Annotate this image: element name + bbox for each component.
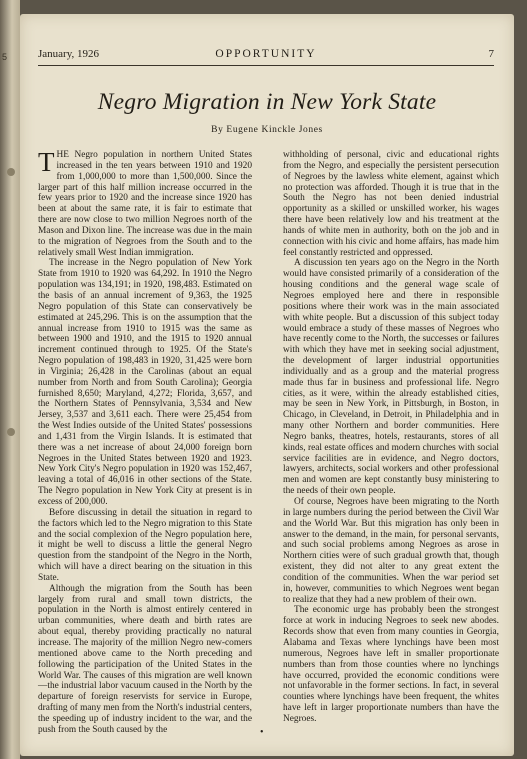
paragraph: withholding of personal, civic and educational rights from the Negro, and especially the persistent persecution of Negroes by the lawless white element, against which no protection was afforded. Though it is true that in the South the Negro has not been denied industrial opportunity as a skilled or unskilled worker, his wages there have been relatively low and his treatment at the hands of white men in authority, both on the job and in connection with his civic and home affairs, has made him feel constantly restricted and oppressed. xyxy=(283,150,499,258)
article-title: Negro Migration in New York State xyxy=(97,89,437,115)
article-byline: By Eugene Kinckle Jones xyxy=(211,125,323,135)
magazine-name: OPPORTUNITY xyxy=(215,48,317,60)
running-header xyxy=(38,48,494,64)
drop-cap: T xyxy=(38,147,55,177)
header-rule xyxy=(38,65,494,66)
paragraph: The economic urge has probably been the strongest force at work in inducing Negroes to seek new abodes. Records show that even from many counties in Georgia, Alabama and Texas where lynchings have been most numerous, Negroes have left in smaller proportionate numbers than from those counties where no lynchings have occurred, provided the economic conditions were not unfavorable in the former sections. In fact, in several counties where lynchings have been frequent, the whites have left in larger proportionate numbers than have the Negroes. xyxy=(283,605,499,724)
binding-hole xyxy=(7,428,15,436)
binding-hole xyxy=(7,168,15,176)
binding-edge xyxy=(0,0,20,759)
edge-mark: 5 xyxy=(2,52,8,62)
page-number: 7 xyxy=(488,48,494,60)
left-column xyxy=(38,147,252,736)
paragraph: THE Negro population in northern United States increased in the ten years between 1910 and 1920 from 1,000,000 to more than 1,500,000. Since the larger part of this half million increase occurred in the few years prior to 1920 and the increase since 1920 has been at about the same rate, it is fair to estimate that there are now close to two million Negroes north of the Mason and Dixon line. The increase was due in the main to the migration of Negroes from the South and to the relatively small West Indian immigration. xyxy=(38,147,252,258)
magazine-page xyxy=(20,14,514,756)
paragraph: A discussion ten years ago on the Negro in the North would have consisted primarily of a consideration of the housing conditions and the general wage scale of Negroes employed here and there in responsible positions where their work was in the main associated with white people. But a discussion of this subject today would embrace a study of these masses of Negroes who have recently come to the North, the successes or failures with which they have met in seeking social adjustment, the development of larger industrial opportunities individually and as a group and the material progress made thus far in business and professional life. Negro cities, as it were, within the already established cities, may be seen in New York, in Pittsburgh, in Boston, in Chicago, in Cleveland, in Detroit, in Philadelphia and in many other Northern and border communities. Here Negro banks, theatres, hotels, restaurants, stores of all kinds, real estate offices and modern churches with social service facilities are in evidence, and Negro doctors, lawyers, architects, social workers and other professional men and women are kept constantly busy ministering to the needs of their own people. xyxy=(283,258,499,497)
right-column xyxy=(283,150,499,725)
paragraph: The increase in the Negro population of New York State from 1910 to 1920 was 64,292. In 1910 the Negro population was 134,191; in 1920, 198,483. Estimated on the basis of an annual increment of 9,363, the 1925 Negro population of this State can conservatively be estimated at 245,296. This is on the assumption that the annual increase from 1910 to 1915 was the same as between 1900 and 1910, and the 1915 to 1920 annual increment continued through to 1925. Of the State's Negro population of 198,483 in 1920, 31,425 were born in Virginia; 26,428 in the Carolinas (about an equal number from North and from South Carolina); Georgia furnished 8,650; Maryland, 4,272; Florida, 3,657, and the Northern States of Pennsylvania, 3,534 and New Jersey, 3,537 and 3,611 each. There were 25,454 from the West Indies outside of the United States' possessions and 1,431 from the Virgin Islands. It is estimated that there was a net increase of about 24,000 foreign born Negroes in the United States between 1920 and 1923. New York City's Negro population in 1920 was 152,467, leaving a total of 46,016 in other sections of the State. The Negro population in New York City at present is in excess of 200,000. xyxy=(38,258,252,507)
footer-mark: • xyxy=(260,727,264,738)
issue-date: January, 1926 xyxy=(38,48,99,60)
paragraph: Although the migration from the South has been largely from rural and small town districts, the population in the North is almost entirely centered in urban communities, where death and birth rates are about equal, thereby providing practically no natural increase. The majority of the million Negro new-comers mentioned above came to the North preceding and following the participation of the United States in the World War. The causes of this migration are well known—the industrial labor vacuum caused in the North by the departure of foreign reservists for service in Europe, drafting of many men from the North's industrial centers, the speeding up of industry incident to the war, and the push from the South caused by the xyxy=(38,583,252,735)
paragraph: Before discussing in detail the situation in regard to the factors which led to the Negro migration to this State and the social complexion of the Negro population here, it might be well to discuss a little the general Negro question from the standpoint of the Negro in the North, which will have a direct bearing on the situation in this State. xyxy=(38,507,252,583)
paragraph: Of course, Negroes have been migrating to the North in large numbers during the period between the Civil War and the World War. But this migration has only been in answer to the demand, in the main, for personal servants, and such social problems among Negroes as arose in Northern cities were of such gradual growth that, though existent, they did not alter to any great extent the condition of the communities. When the war period set in, however, communities to which Negroes went began to realize that they had a new problem of their own. xyxy=(283,497,499,605)
